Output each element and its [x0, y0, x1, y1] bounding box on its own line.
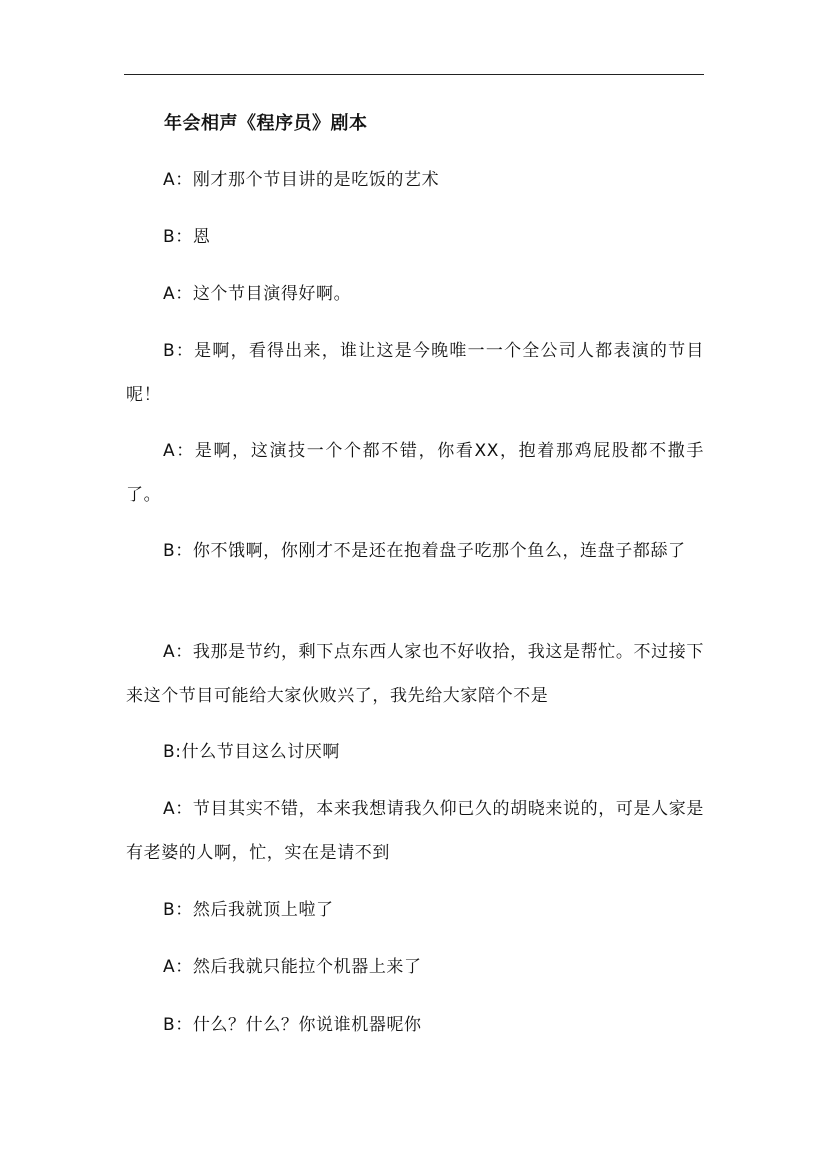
dialogue-line-6: B：你不饿啊，你刚才不是还在抱着盘子吃那个鱼么，连盘子都舔了: [163, 541, 686, 561]
dialogue-line-7: A：我那是节约，剩下点东西人家也不好收拾，我这是帮忙。不过接下来这个节目可能给大家伙败兴了，我先给大家陪个不是: [126, 642, 704, 706]
dialogue-line-8: B:什么节目这么讨厌啊: [163, 742, 340, 762]
dialogue-line-3: A：这个节目演得好啊。: [163, 284, 352, 304]
header-divider: [124, 74, 704, 75]
dialogue-line-11: A：然后我就只能拉个机器上来了: [163, 957, 422, 977]
dialogue-line-2: B：恩: [163, 227, 211, 247]
document-title: 年会相声《程序员》剧本: [164, 113, 368, 134]
dialogue-line-9: A：节目其实不错，本来我想请我久仰已久的胡晓来说的，可是人家是有老婆的人啊，忙，实在是请不到: [126, 799, 704, 863]
dialogue-line-12: B：什么？什么？你说谁机器呢你: [163, 1015, 422, 1035]
dialogue-line-1: A：刚才那个节目讲的是吃饭的艺术: [163, 170, 440, 190]
dialogue-line-5: A：是啊，这演技一个个都不错，你看XX，抱着那鸡屁股都不撒手了。: [126, 441, 704, 505]
dialogue-line-4: B：是啊，看得出来，谁让这是今晚唯一一个全公司人都表演的节目呢！: [126, 341, 704, 405]
dialogue-line-10: B：然后我就顶上啦了: [163, 900, 334, 920]
